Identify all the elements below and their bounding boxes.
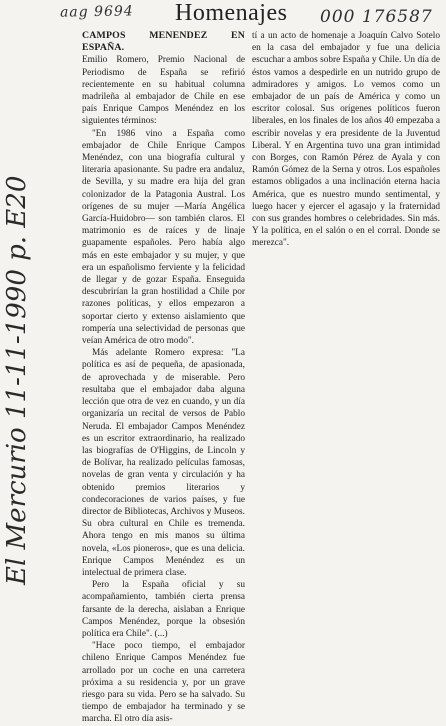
handwritten-archive-number: 000 176587 [320, 7, 433, 27]
handwritten-archive-code: aag 9694 [59, 3, 134, 21]
margin-annotation-text: El Mercurio 11-11-1990 p. E20 [2, 175, 32, 585]
article-column-1 [82, 30, 245, 726]
article-column-2 [252, 30, 440, 250]
article-paragraph: "Hace poco tiempo, el embajador chileno Enrique Campos Menéndez fue arrollado por un coche en una carretera próxima a su residencia y, por un grave riesgo para su vida. Pero se ha salvado. Su tiempo de embajador ha terminado y se marcha. El otro día asis- [82, 641, 245, 725]
article-paragraph: Pero la España oficial y su acompañamiento, también cierta prensa farsante de la derecha, aislaban a Enrique Campos Menéndez, porque la obsesión política era Chile". (...) [82, 580, 245, 639]
article-headline: CAMPOS MENENDEZ EN ESPAÑA. [82, 30, 245, 54]
article-paragraph: tí a un acto de homenaje a Joaquín Calvo Sotelo en la casa del embajador y fue una delicia escuchar a ambos sobre España y Chile. Un día de éstos vamos a despedirle en un nutrido grupo de admiradores y amigos. Lo vemos como un embajador de un país de América y como un escritor colosal. Sus orígenes políticos fueron liberales, en los finales de los años 40 empezaba a escribir novelas y era presidente de la Juventud Liberal. Y en Argentina tuvo una gran intimidad con Borges, con Ramón Pérez de Ayala y con Ramón Gómez de la Serna y otros. Los españoles estamos obligados a una inclinación eterna hacia América, que es nuestro mundo sentimental, y luego hacer y ejercer el agasajo y la fraternidad con sus grandes hombres o celebridades. Sin más. Y la política, en el salón o en el corral. Donde se merezca". [252, 31, 440, 249]
article-paragraph: Más adelante Romero expresa: "La política es así de pequeña, de apasionada, de aprovechada y de miserable. Pero resultaba que el embajador daba alguna lección que otra de vez en cuando, y un día organizaría un recital de versos de Pablo Neruda. El embajador Campos Menéndez es un escritor extraordinario, ha realizado las biografías de O'Higgins, de Lincoln y de Bolívar, ha realizado películas famosas, novelas de gran venta y circulación y ha obtenido premios literarios y condecoraciones de varios países, y fue director de Bibliotecas, Archivos y Museos. Su obra cultural en Chile es tremenda. Ahora tengo en mis manos su última novela, «Los pioneros», que es una delicia. Enrique Campos Menéndez es un intelectual de primera clase. [82, 348, 245, 578]
margin-annotation [0, 80, 72, 595]
article-paragraph: Emilio Romero, Premio Nacional de Periodismo de España se refirió recientemente en su habitual columna madrileña al embajador de Chile en ese país Enrique Campos Menéndez en los siguientes términos: [82, 55, 245, 127]
section-title: Homenajes [175, 0, 288, 26]
article-paragraph: "En 1986 vino a España como embajador de Chile Enrique Campos Menéndez, con una biografía cultural y literaria apasionante. Su padre era andaluz, de Sevilla, y su madre era hija del gran colonizador de la Patagonia Austral. Los orígenes de su mujer —María Angélica García-Huidobro— son también claros. El matrimonio es de raíces y de linaje guapamente españoles. Pero había algo más en este embajador y su mujer, y que era un españolismo ferviente y la felicidad de llegar y de gozar España. Enseguida descubrirían la gran hostilidad a Chile por razones políticas, y ellos empezaron a soportar cierto y extenso aislamiento que rompería una selectividad de personas que veían América de otro modo". [82, 128, 245, 347]
